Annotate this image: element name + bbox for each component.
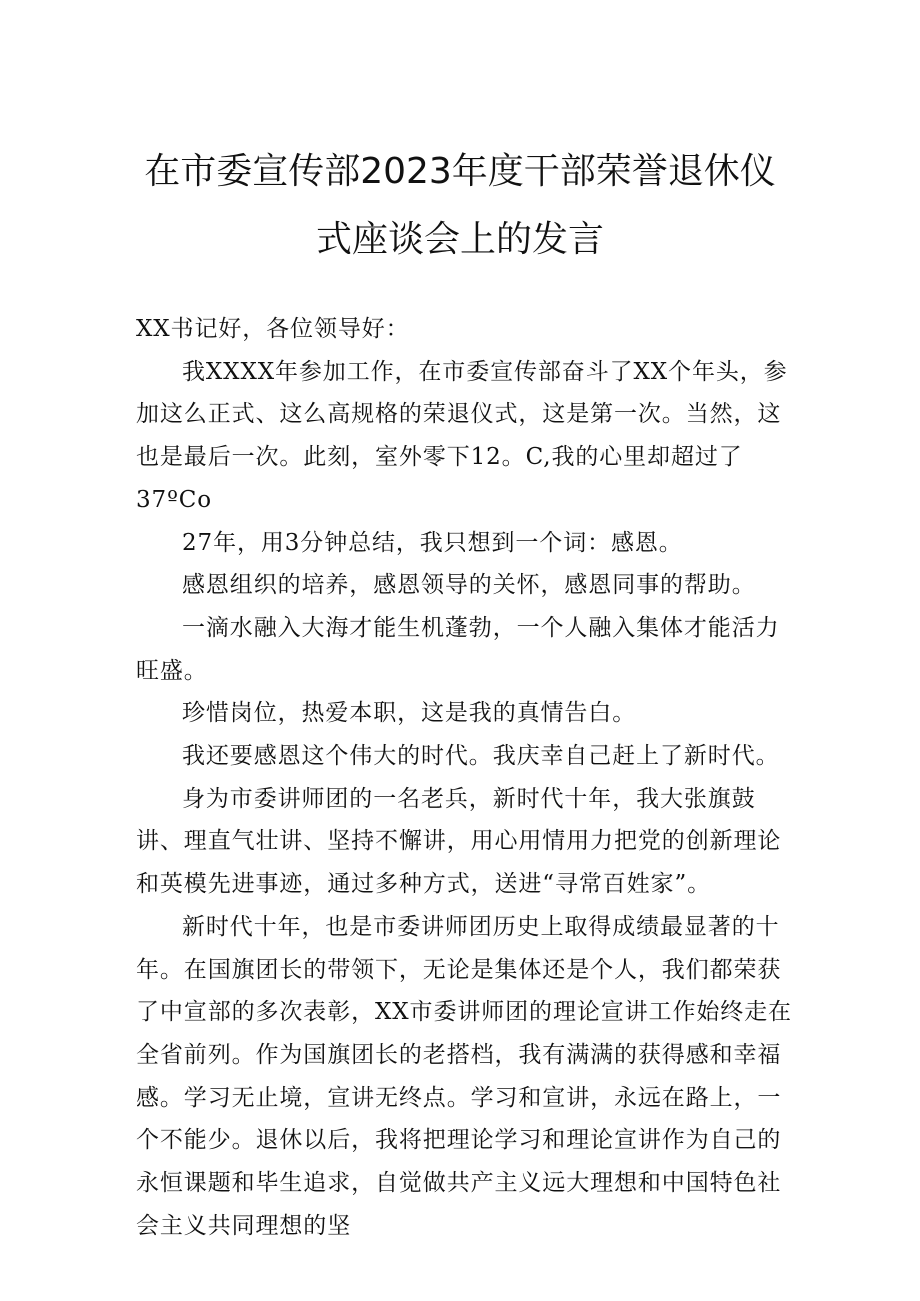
body-paragraph: 珍惜岗位，热爱本职，这是我的真情告白。 (182, 700, 637, 727)
body-paragraph: 我XXXX年参加工作，在市委宣传部奋斗了XX个年头，参加这么正式、这么高规格的荣退仪式，这是第一次。当然，这也是最后一次。此刻，室外零下12。C,我的心里却超过了37ºCo (136, 358, 788, 513)
document-title-line-2: 式座谈会上的发言 (315, 219, 604, 260)
speech-body (136, 308, 796, 1247)
body-paragraph: 27年，用3分钟总结，我只想到一个词：感恩。 (182, 529, 683, 556)
body-paragraph: 一滴水融入大海才能生机蓬勃，一个人融入集体才能活力旺盛。 (136, 614, 780, 684)
body-paragraph: 我还要感恩这个伟大的时代。我庆幸自己赶上了新时代。 (182, 743, 780, 770)
body-paragraph: 身为市委讲师团的一名老兵，新时代十年，我大张旗鼓讲、理直气壮讲、坚持不懈讲，用心用情用力把党的创新理论和英模先进事迹，通过多种方式，送进“寻常百姓家”。 (136, 785, 782, 898)
body-paragraph: 感恩组织的培养，感恩领导的关怀，感恩同事的帮助。 (182, 572, 756, 599)
body-paragraph: 新时代十年，也是市委讲师团历史上取得成绩最显著的十年。在国旗团长的带领下，无论是集体还是个人，我们都荣获了中宣部的多次表彰，XX市委讲师团的理论宣讲工作始终走在全省前列。作为国旗团长的老搭档，我有满满的获得感和幸福感。学习无止境，宣讲无终点。学习和宣讲，永远在路上，一个不能少。退休以后，我将把理论学习和理论宣讲作为自己的永恒课题和毕生追求，自觉做共产主义远大理想和中国特色社会主义共同理想的坚 (136, 913, 792, 1239)
salutation-paragraph: XX书记好，各位领导好： (136, 316, 410, 342)
document-title-line-1: 在市委宣传部2023年度干部荣誉退休仪 (144, 151, 776, 192)
